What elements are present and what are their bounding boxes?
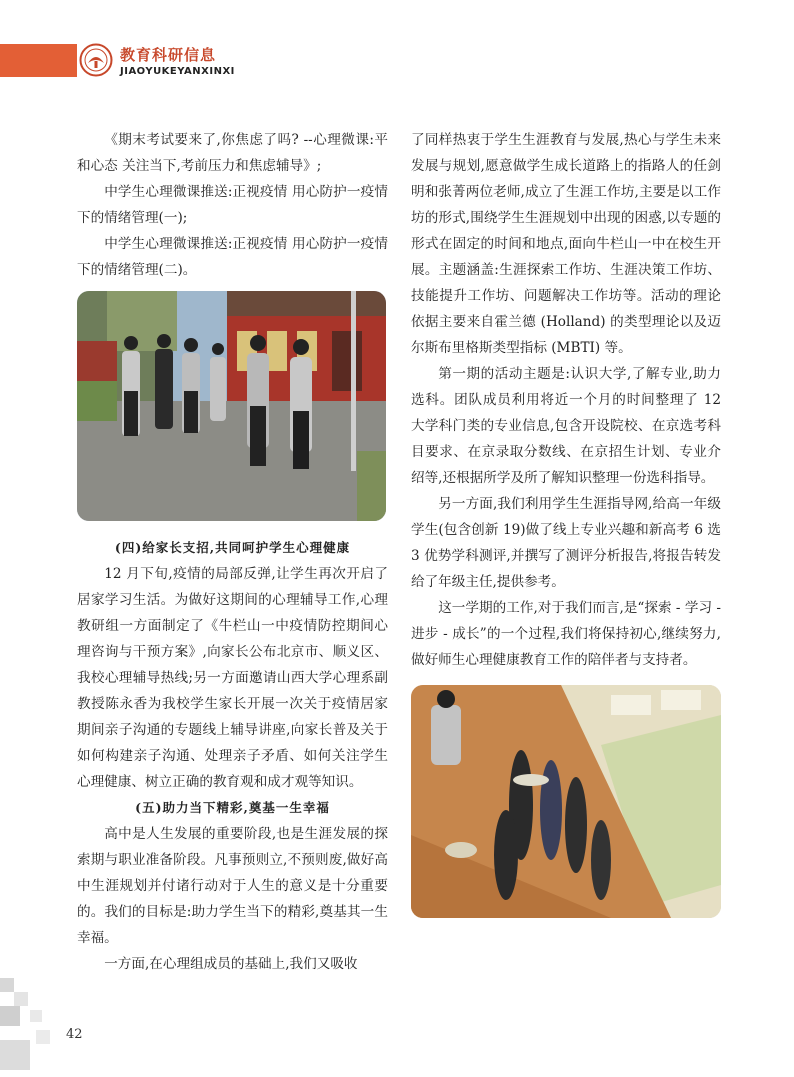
decorative-square xyxy=(0,1006,20,1026)
section-4-heading: (四)给家长支招,共同呵护学生心理健康 xyxy=(114,540,351,555)
right-paragraph-1: 了同样热衷于学生生涯教育与发展,热心与学生未来发展与规划,愿意做学生成长道路上的指路人的任剑明和张菁两位老师,成立了生涯工作坊,主要是以工作坊的形式,围绕学生生涯规划中出现的困惑,以专题的形式在固定的时间和地点,面向牛栏山一中在校生开展。主题涵盖:生涯探索工作坊、生涯决策工作坊、技能提升工作坊、问题解决工作坊等。活动的理论依据主要来自霍兰德 (Holland) 的类型理论以及迈尔斯布里格斯类型指标 (MBTI) 等。 xyxy=(411,132,721,356)
decorative-square xyxy=(36,1030,50,1044)
right-paragraph-4: 这一学期的工作,对于我们而言,是“探索 - 学习 - 进步 - 成长”的一个过程,我们将保持初心,继续努力,做好师生心理健康教育工作的陪伴者与支持者。 xyxy=(411,600,721,668)
indoor-activity-photo xyxy=(411,685,721,918)
school-logo-icon xyxy=(79,43,113,77)
left-paragraph-4: 12 月下旬,疫情的局部反弹,让学生再次开启了居家学习生活。为做好这期间的心理辅导工作,心理教研组一方面制定了《牛栏山一中疫情防控期间心理咨询与干预方案》,向家长公布北京市、顺义区、我校心理辅导热线;另一方面邀请山西大学心理系副教授陈永香为我校学生家长开展一次关于疫情居家期间亲子沟通的专题线上辅导讲座,向家长普及关于如何构建亲子沟通、处理亲子矛盾、如何关注学生心理健康、树立正确的教育观和成才观等知识。 xyxy=(77,566,388,790)
page-number: 42 xyxy=(66,1027,83,1042)
left-paragraph-5: 高中是人生发展的重要阶段,也是生涯发展的探索期与职业准备阶段。凡事预则立,不预则废,做好高中生涯规划并付诸行动对于人生的意义是十分重要的。我们的目标是:助力学生当下的精彩,奠基其一生幸福。 xyxy=(77,826,388,946)
right-paragraph-3: 另一方面,我们利用学生生涯指导网,给高一年级学生(包含创新 19)做了线上专业兴趣和新高考 6 选 3 优势学科测评,并撰写了测评分析报告,将报告转发给了年级主任,提供参考。 xyxy=(411,496,721,590)
decorative-square xyxy=(0,978,14,992)
header-color-bar xyxy=(0,44,77,77)
left-paragraph-3: 中学生心理微课推送:正视疫情 用心防护一疫情下的情绪管理(二)。 xyxy=(77,236,388,278)
left-column xyxy=(77,127,388,977)
right-paragraph-2: 第一期的活动主题是:认识大学,了解专业,助力选科。团队成员利用将近一个月的时间整理了 12 大学科门类的专业信息,包含开设院校、在京选考科目要求、在京录取分数线、在京招生计划、专业介绍等,还根据所学及所了解知识整理一份选科指导。 xyxy=(411,366,721,486)
right-column xyxy=(411,127,721,918)
decorative-square xyxy=(30,1010,42,1022)
decorative-square xyxy=(14,992,28,1006)
header-title-cn: 教育科研信息 xyxy=(120,46,217,64)
outdoor-activity-photo xyxy=(77,291,386,521)
left-paragraph-2: 中学生心理微课推送:正视疫情 用心防护一疫情下的情绪管理(一); xyxy=(77,184,388,226)
header-title-en: JIAOYUKEYANXINXI xyxy=(120,66,235,77)
left-paragraph-6: 一方面,在心理组成员的基础上,我们又吸收 xyxy=(104,956,358,972)
decorative-square xyxy=(0,1040,30,1070)
section-5-heading: (五)助力当下精彩,奠基一生幸福 xyxy=(135,800,330,815)
left-paragraph-1: 《期末考试要来了,你焦虑了吗? --心理微课:平和心态 关注当下,考前压力和焦虑辅导》; xyxy=(77,132,388,174)
